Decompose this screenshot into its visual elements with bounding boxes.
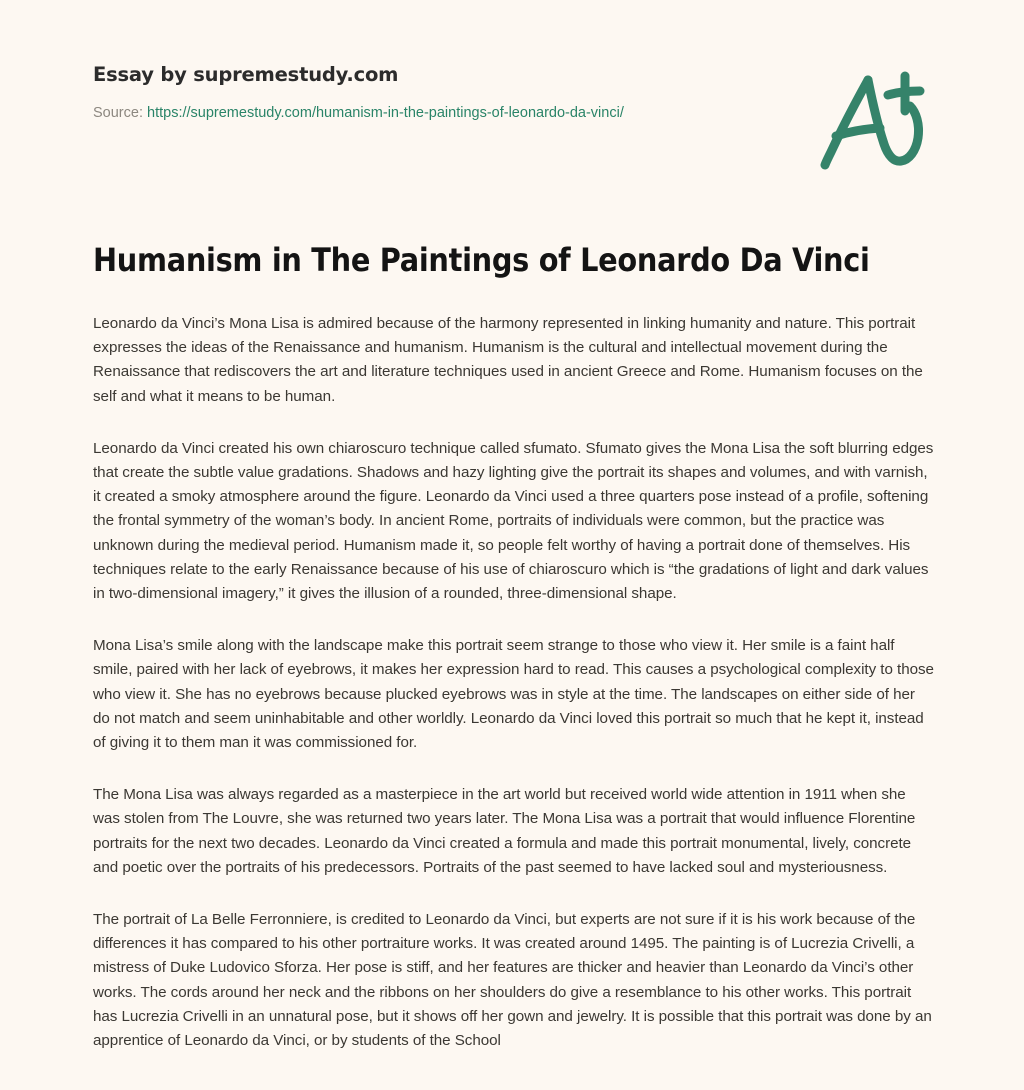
header-text-block	[93, 62, 793, 124]
source-label: Source:	[93, 105, 143, 122]
article	[93, 240, 935, 1053]
paragraph: The Mona Lisa was always regarded as a masterpiece in the art world but received world wide attention in 1911 when she was stolen from The Louvre, she was returned two years later. The Mona Lisa was a portrait that would influence Florentine portraits for the next two decades. Leonardo da Vinci created a formula and made this portrait monumental, lively, concrete and poetic over the portraits of his predecessors. Portraits of the past seemed to have lacked soul and mysteriousness.	[93, 786, 916, 876]
paragraph: Leonardo da Vinci’s Mona Lisa is admired because of the harmony represented in linking humanity and nature. This portrait expresses the ideas of the Renaissance and humanism. Humanism is the cultural and intellectual movement during the Renaissance that rediscovers the art and literature techniques used in ancient Greece and Rome. Humanism focuses on the self and what it means to be human.	[93, 315, 923, 405]
page-header	[0, 0, 1024, 210]
source-line	[93, 103, 793, 123]
paragraph: Leonardo da Vinci created his own chiaroscuro technique called sfumato. Sfumato gives the Mona Lisa the soft blurring edges that create the subtle value gradations. Shadows and hazy lighting give the portrait its shapes and volumes, and with varnish, it created a smoky atmosphere around the figure. Leonardo da Vinci used a three quarters pose instead of a profile, softening the frontal symmetry of the woman’s body. In ancient Rome, portraits of individuals were common, but the practice was unknown during the medieval period. Humanism made it, so people felt worthy of having a portrait done of themselves. His techniques relate to the early Renaissance because of his use of chiaroscuro which is “the gradations of light and dark values in two-dimensional imagery,” it gives the illusion of a rounded, three-dimensional shape.	[93, 439, 934, 603]
a-plus-logo[interactable]	[806, 66, 938, 178]
source-url-link[interactable]: https://supremestudy.com/humanism-in-the-paintings-of-leonardo-da-vinci/	[147, 105, 624, 122]
essay-by-heading: Essay by supremestudy.com	[93, 63, 399, 86]
article-body	[93, 312, 935, 1053]
paragraph: The portrait of La Belle Ferronniere, is credited to Leonardo da Vinci, but experts are not sure if it is his work because of the differences it has compared to his other portraiture works. It was created around 1495. The painting is of Lucrezia Crivelli, a mistress of Duke Ludovico Sforza. Her pose is stiff, and her features are thicker and heavier than Leonardo da Vinci’s other works. The cords around her neck and the ribbons on her shoulders do give a resemblance to his other works. This portrait has Lucrezia Crivelli in an unnatural pose, but it shows off her gown and jewelry. It is possible that this portrait was done by an apprentice of Leonardo da Vinci, or by students of the School	[93, 911, 932, 1050]
paragraph: Mona Lisa’s smile along with the landscape make this portrait seem strange to those who view it. Her smile is a faint half smile, paired with her lack of eyebrows, it makes her expression hard to read. This causes a psychological complexity to those who view it. She has no eyebrows because plucked eyebrows was in style at the time. The landscapes on either side of her do not match and seem uninhabitable and other worldly. Leonardo da Vinci loved this portrait so much that he kept it, instead of giving it to them man it was commissioned for.	[93, 637, 934, 752]
a-plus-logo-icon	[806, 66, 938, 178]
page-title: Humanism in The Paintings of Leonardo Da Vinci	[93, 241, 870, 279]
